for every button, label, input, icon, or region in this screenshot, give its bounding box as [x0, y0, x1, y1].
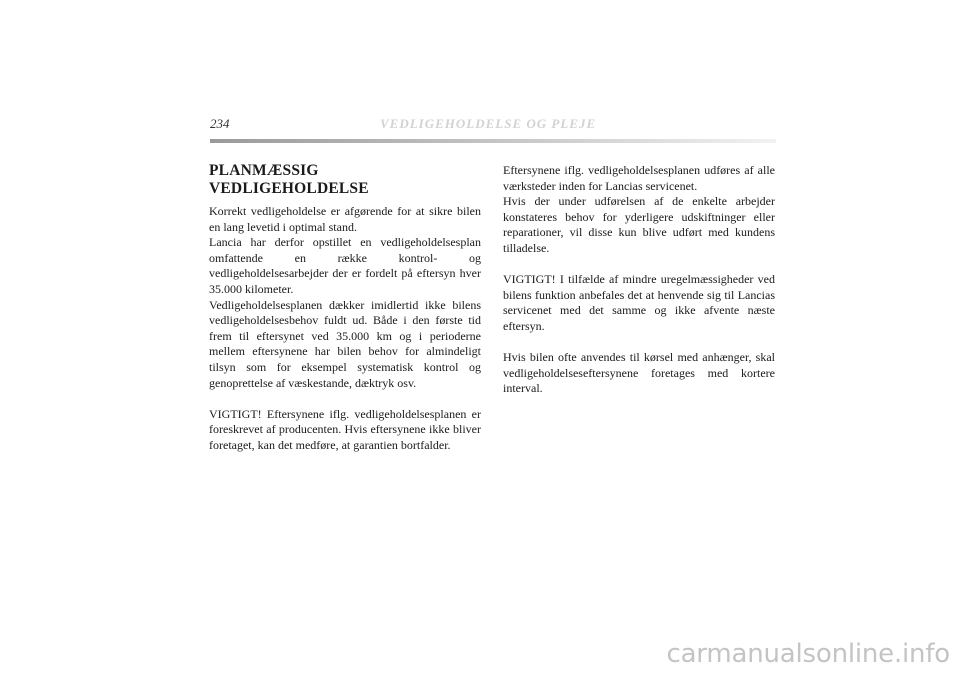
- page-number: 234: [210, 116, 230, 131]
- paragraph-intro: Korrekt vedligeholdelse er afgørende for at sikre bilen en lang levetid i optimal stand.: [209, 204, 481, 234]
- paragraph-servicenet: Eftersynene iflg. vedligeholdelsesplanen udføres af alle værksteder inden for Lancias servicenet.: [503, 163, 775, 193]
- page-header: [210, 116, 776, 146]
- paragraph-permission: Hvis der under udførelsen af de enkelte arbejder konstateres behov for yderligere udskiftninger eller reparationer, vil disse kun blive udført med kundens tilladelse.: [503, 194, 775, 255]
- paragraph-plan: Lancia har derfor opstillet en vedligeholdelsesplan omfattende en række kontrol- og vedligeholdelsesarbejder der er fordelt på eftersyn hver 35.000 kilometer.: [209, 235, 481, 296]
- right-column: [503, 163, 775, 397]
- paragraph-gap: [503, 257, 775, 273]
- paragraph-gap: [503, 335, 775, 351]
- chapter-title: VEDLIGEHOLDELSE OG PLEJE: [380, 116, 597, 131]
- header-rule: [210, 139, 776, 143]
- paragraph-trailer: Hvis bilen ofte anvendes til kørsel med anhænger, skal vedligeholdelseseftersynene foretages med kortere interval.: [503, 350, 775, 396]
- paragraph-gap: [209, 391, 481, 407]
- paragraph-important-irregularities: VIGTIGT! I tilfælde af mindre uregelmæssigheder ved bilens funktion anbefales det at henvende sig til Lancias servicenet med det samme og ikke afvente næste eftersyn.: [503, 272, 775, 333]
- left-column: [209, 162, 481, 454]
- watermark: carmanualsonline.info: [666, 639, 950, 669]
- paragraph-coverage: Vedligeholdelsesplanen dækker imidlertid ikke bilens vedligeholdelsesbehov fuldt ud. Både i den første tid frem til eftersynet ved 35.000 km og i perioderne mellem eftersynene har bilen behov for almindeligt tilsyn som for eksempel systematisk kontrol og genoprettelse af væskestande, dæktryk osv.: [209, 297, 481, 390]
- section-heading: PLANMÆSSIG VEDLIGEHOLDELSE: [209, 162, 369, 197]
- paragraph-important-warranty: VIGTIGT! Eftersynene iflg. vedligeholdelsesplanen er foreskrevet af producenten. Hvis eftersynene ikke bliver foretaget, kan det medføre, at garantien bortfalder.: [209, 406, 481, 452]
